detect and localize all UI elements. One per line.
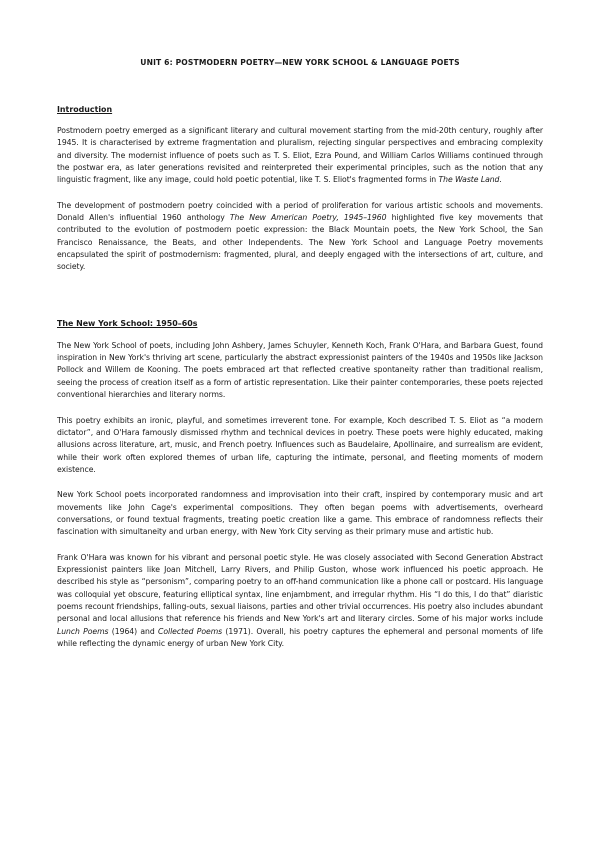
- paragraph-text: highlighted five key movements that contributed to the evolution of postmodern poetic expression: the Black Mountain poets, the New York School, the San Francisco Renaissance, the Beats, and other Independents. The New York School and Language Poetry movements encapsulated the spirit of postmodernism: fragmented, plural, and deeply engaged with the intersections of art, culture, and society.: [57, 213, 543, 272]
- paragraph-text: The New York School of poets, including John Ashbery, James Schuyler, Kenneth Koch, Frank O'Hara, and Barbara Guest, found inspiration in New York's thriving art scene, particularly the abstract expressionist painters of the 1940s and 1950s like Jackson Pollock and Willem de Kooning. The poets embraced art that reflected creative spontaneity rather than traditional realism, seeing the process of creation itself as a form of artistic representation. Like their painter contemporaries, these poets rejected conventional hierarchies and literary norms.: [57, 340, 543, 400]
- paragraph-text: (1964) and: [108, 626, 159, 636]
- paragraph: [57, 340, 543, 402]
- work-title: Collected Poems: [158, 626, 223, 636]
- paragraph-text: (1971). Overall, his poetry captures the ephemeral and personal moments of life while reflecting the dynamic energy of urban New York City.: [57, 626, 543, 648]
- paragraph-text: Postmodern poetry emerged as a significant literary and cultural movement starting from the mid-20th century, roughly after 1945. It is characterised by extreme fragmentation and pluralism, rejecting singular perspectives and embracing complexity and diversity. The modernist influence of poets such as T. S. Eliot, Ezra Pound, and William Carlos Williams continued through the postwar era, as later generations revisited and reinterpreted their experimental principles, such as the notion that any linguistic fragment, like any image, could hold poetic potential, like T. S. Eliot's fragmented forms in: [57, 126, 543, 185]
- paragraph: [57, 200, 543, 274]
- paragraph: [57, 489, 543, 538]
- paragraph-text: The development of postmodern poetry coincided with a period of proliferation for various artistic schools and movements. Donald Allen's influential 1960 anthology: [57, 200, 543, 223]
- section-heading-new-york-school: The New York School: 1950–60s: [57, 318, 198, 328]
- work-title: The Waste Land: [438, 175, 500, 185]
- paragraph-text: New York School poets incorporated randomness and improvisation into their craft, inspired by contemporary music and art movements like John Cage's experimental compositions. They often began poems with advertisements, overheard conversations, or found textual fragments, treating poetic creation like a game. This embrace of randomness reflects their fascination with simultaneity and urban energy, with New York City serving as their primary muse and artistic hub.: [57, 490, 543, 537]
- document-page: [57, 56, 543, 650]
- paragraph: [57, 125, 543, 187]
- paragraph-text: .: [499, 175, 502, 185]
- work-title: The New American Poetry, 1945–1960: [229, 213, 387, 223]
- paragraph: [57, 415, 543, 477]
- paragraph-text: This poetry exhibits an ironic, playful, and sometimes irreverent tone. For example, Koch described T. S. Eliot as “a modern dictator”, and O'Hara famously dismissed rhythm and technical devices in poetry. These poets were highly educated, making allusions across literature, art, music, and French poetry. Influences such as Baudelaire, Apollinaire, and surrealism are evident, while their work often explored themes of urban life, capturing the intimate, personal, and fleeting moments of modern existence.: [57, 415, 543, 474]
- section-heading-introduction: Introduction: [57, 105, 113, 114]
- document-title: UNIT 6: POSTMODERN POETRY—NEW YORK SCHOOL & LANGUAGE POETS: [140, 58, 460, 67]
- work-title: Lunch Poems: [57, 626, 109, 636]
- paragraph-text: Frank O'Hara was known for his vibrant and personal poetic style. He was closely associated with Second Generation Abstract Expressionist painters like Joan Mitchell, Larry Rivers, and Philip Guston, whose work influenced his poetic approach. He described his style as “personism”, comparing poetry to an off-hand communication like a phone call or postcard. His language was colloquial yet obscure, featuring elliptical syntax, line enjambment, and irregular rhythm. His “I do this, I do that” diaristic poems recount friendships, falling-outs, sexual liaisons, parties and other trivial occurrences. His poetry also includes abundant personal and local allusions that reference his friends and New York's art and literary circles. Some of his major works include: [57, 552, 543, 624]
- paragraph: [57, 552, 543, 651]
